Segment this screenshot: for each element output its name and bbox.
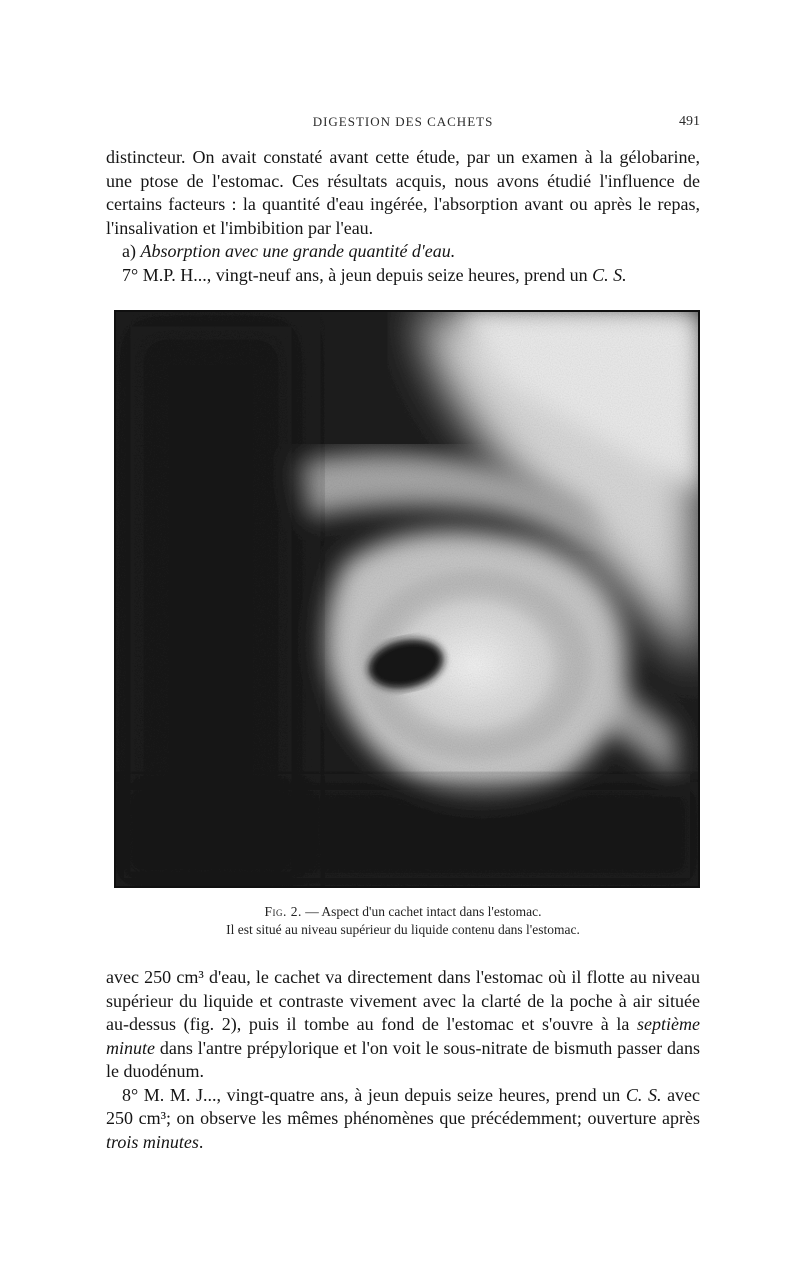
xray-image (116, 312, 698, 886)
body-text-bottom (106, 966, 700, 1154)
case-7-cs: C. S. (592, 264, 627, 285)
xray-figure (114, 310, 700, 888)
case-7-paragraph (106, 264, 700, 288)
caption-line-1 (106, 903, 700, 921)
paragraph-text-end: dans l'antre prépylorique et l'on voit le sous-nitrate de bismuth passer dans le duodénum. (106, 1037, 700, 1081)
case-8-emphasis: trois minutes (106, 1131, 199, 1152)
paragraph-case-7-continued (106, 966, 700, 1084)
caption-text-1: — Aspect d'un cachet intact dans l'estomac. (305, 904, 542, 919)
figure-label: Fig. 2. (264, 904, 302, 919)
body-text-top (106, 146, 700, 287)
subsection-title: Absorption avec une grande quantité d'eau. (140, 241, 456, 261)
figure-caption (106, 903, 700, 939)
page-number: 491 (679, 114, 700, 129)
case-8-text-end: . (198, 1131, 204, 1152)
case-8-paragraph (106, 1084, 700, 1155)
case-8-cs: C. S. (625, 1084, 662, 1105)
case-8-text-middle: avec 250 cm³; on observe les mêmes phénomènes que précédemment; ouverture après (106, 1084, 701, 1128)
case-7-text: 7° M.P. H..., vingt-neuf ans, à jeun depuis seize heures, prend un (122, 264, 588, 285)
subsection-marker: a) (122, 241, 136, 261)
paragraph-intro: distincteur. On avait constaté avant cette étude, par un examen à la gélobarine, une ptose de l'estomac. Ces résultats acquis, nous avons étudié l'influence de certains facteurs : la quantité d'eau ingérée, l'absorption avant ou après le repas, l'insalivation et l'imbibition par l'eau. (106, 147, 700, 238)
paragraph-text-start: avec 250 cm³ d'eau, le cachet va directement dans l'estomac où il flotte au niveau supérieur du liquide et contraste vivement avec la clarté de la poche à air située au-dessus (fig. 2), puis il tombe au fond de l'estomac et s'ouvre à la (106, 967, 700, 1034)
caption-line-2: Il est situé au niveau supérieur du liquide contenu dans l'estomac. (226, 922, 580, 937)
paragraph-emphasis: septième minute (106, 1014, 700, 1058)
subsection-heading (106, 240, 700, 264)
running-head (106, 114, 700, 134)
case-8-text-start: 8° M. M. J..., vingt-quatre ans, à jeun depuis seize heures, prend un (122, 1084, 621, 1105)
running-title: DIGESTION DES CACHETS (312, 114, 494, 129)
